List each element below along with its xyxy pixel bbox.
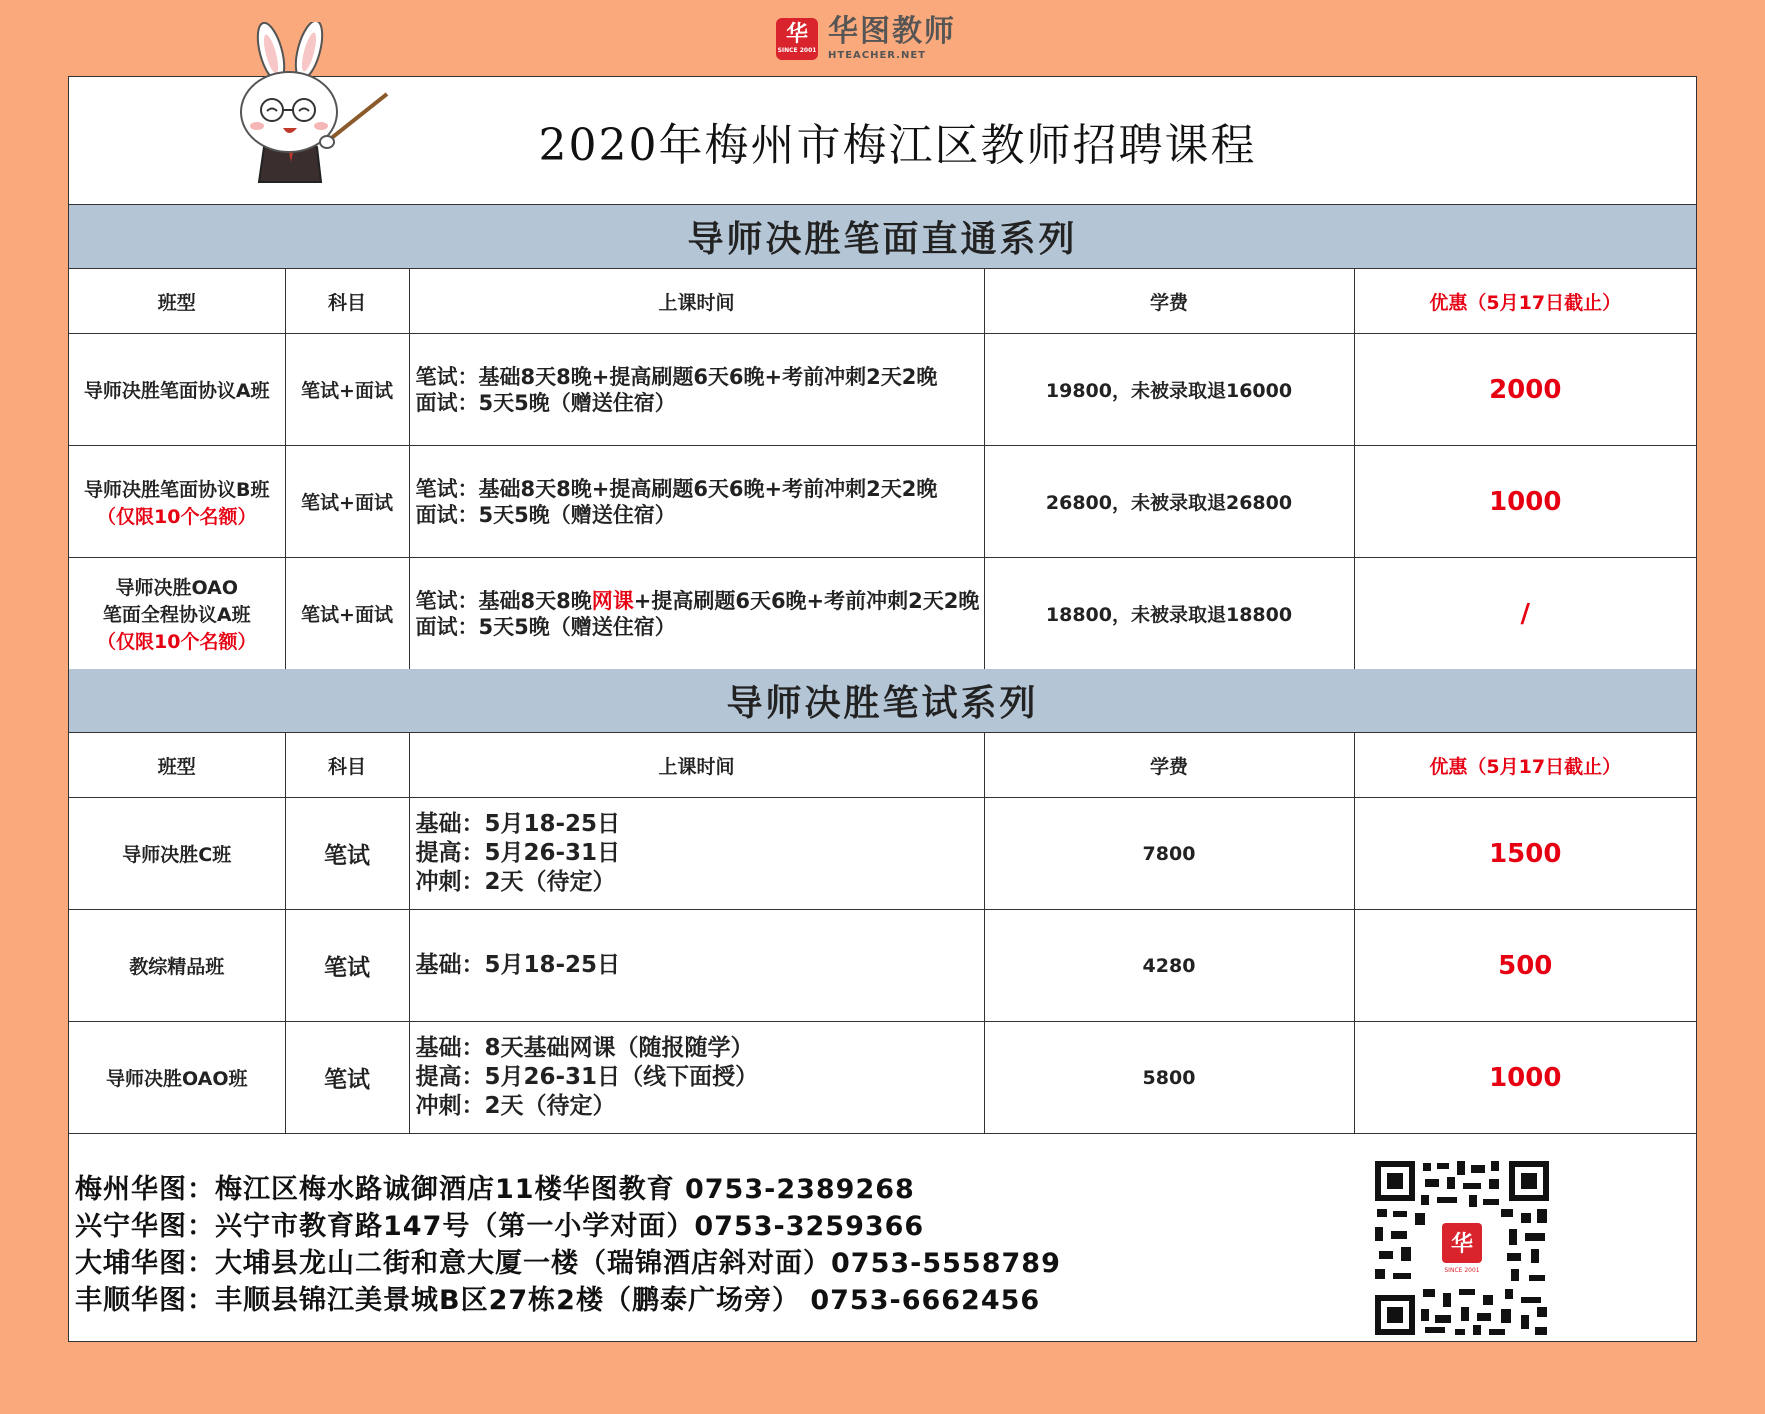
schedule-line: 基础：5月18-25日 [415, 952, 621, 978]
schedule-line: 面试：5天5晚（赠送住宿） [415, 614, 676, 639]
table-section-2 [69, 733, 1696, 1134]
cell-fee: 5800 [984, 1022, 1354, 1134]
header-fee: 学费 [984, 733, 1354, 798]
schedule-line: 笔试：基础8天8晚+提高刷题6天6晚+考前冲刺2天2晚 [415, 476, 938, 501]
logo-since: SINCE 2001 [777, 47, 817, 54]
contact-line: 丰顺华图：丰顺县锦江美景城B区27栋2楼（鹏泰广场旁） 0753-6662456 [75, 1285, 1041, 1316]
brand-logo [776, 14, 956, 64]
svg-text:华: 华 [1450, 1232, 1474, 1257]
schedule-line [416, 588, 984, 614]
contact-line: 大埔华图：大埔县龙山二街和意大厦一楼（瑞锦酒店斜对面）0753-5558789 [75, 1248, 1061, 1279]
cell-fee: 7800 [984, 798, 1354, 910]
type-note: （仅限10个名额） [97, 631, 257, 653]
cell-fee: 18800，未被录取退18800 [984, 558, 1354, 670]
course-panel [68, 76, 1697, 1342]
cell-fee: 26800，未被录取退26800 [984, 446, 1354, 558]
cell-discount: 2000 [1354, 334, 1696, 446]
table-row [69, 910, 1696, 1022]
cell-discount: 1500 [1354, 798, 1696, 910]
qr-code-icon[interactable] [1371, 1157, 1553, 1339]
type-label: 导师决胜笔面协议B班 [84, 478, 270, 501]
contact-line: 梅州华图：梅江区梅水路诚御酒店11楼华图教育 0753-2389268 [75, 1174, 915, 1205]
logo-name: 华图教师 [828, 14, 956, 49]
header-subject: 科目 [285, 269, 409, 334]
logo-icon [776, 18, 818, 60]
table-row [69, 446, 1696, 558]
cell-subject: 笔试+面试 [285, 558, 409, 670]
cell-discount: 500 [1354, 910, 1696, 1022]
cell-schedule [409, 910, 984, 1022]
header-type: 班型 [69, 269, 285, 334]
schedule-line: 冲刺：2天（待定） [415, 869, 616, 895]
cell-type: 导师决胜C班 [69, 798, 285, 910]
cell-schedule [409, 446, 984, 558]
cell-subject: 笔试 [285, 798, 409, 910]
type-label: 导师决胜OAO [115, 577, 238, 599]
type-label: 导师决胜笔面协议A班 [83, 380, 270, 402]
table-header-row [69, 269, 1696, 334]
cell-type: 导师决胜OAO班 [69, 1022, 285, 1134]
table-row [69, 798, 1696, 910]
cell-fee: 4280 [984, 910, 1354, 1022]
table-row [69, 558, 1696, 670]
schedule-part: +提高刷题6天6晚+考前冲刺2天2晚 [633, 588, 980, 613]
cell-discount: 1000 [1354, 446, 1696, 558]
schedule-line: 基础：8天基础网课（随报随学） [415, 1035, 754, 1061]
qr-since-label: SINCE 2001 [1444, 1267, 1480, 1274]
schedule-line: 提高：5月26-31日 [415, 840, 621, 866]
header-fee: 学费 [984, 269, 1354, 334]
schedule-line: 面试：5天5晚（赠送住宿） [415, 502, 676, 527]
schedule-line: 冲刺：2天（待定） [415, 1093, 616, 1119]
table-header-row [69, 733, 1696, 798]
cell-type [69, 334, 285, 446]
header-subject: 科目 [285, 733, 409, 798]
cell-schedule [409, 334, 984, 446]
table-section-1 [69, 269, 1696, 670]
table-row [69, 334, 1696, 446]
contact-list [75, 1171, 1061, 1319]
schedule-line: 基础：5月18-25日 [415, 811, 621, 837]
cell-subject: 笔试+面试 [285, 334, 409, 446]
cell-schedule [409, 558, 984, 670]
contact-line: 兴宁华图：兴宁市教育路147号（第一小学对面）0753-3259366 [75, 1211, 925, 1242]
cell-type: 教综精品班 [69, 910, 285, 1022]
header-discount: 优惠（5月17日截止） [1354, 269, 1696, 334]
cell-discount: / [1354, 558, 1696, 670]
cell-discount: 1000 [1354, 1022, 1696, 1134]
cell-type [69, 558, 285, 670]
table-row [69, 1022, 1696, 1134]
cell-schedule [409, 1022, 984, 1134]
schedule-line: 面试：5天5晚（赠送住宿） [415, 390, 676, 415]
cell-subject: 笔试+面试 [285, 446, 409, 558]
header-schedule: 上课时间 [409, 269, 984, 334]
rabbit-mascot-icon [209, 22, 399, 187]
header-type: 班型 [69, 733, 285, 798]
cell-type [69, 446, 285, 558]
section-title-2: 导师决胜笔试系列 [69, 669, 1696, 733]
section-title-1: 导师决胜笔面直通系列 [69, 205, 1696, 269]
page-title: 2020年梅州市梅江区教师招聘课程 [538, 119, 1257, 171]
schedule-part: 笔试：基础8天8晚 [415, 588, 592, 613]
header-discount: 优惠（5月17日截止） [1354, 733, 1696, 798]
cell-subject: 笔试 [285, 910, 409, 1022]
schedule-line: 提高：5月26-31日（线下面授） [415, 1064, 759, 1090]
type-note: （仅限10个名额） [97, 505, 257, 528]
cell-subject: 笔试 [285, 1022, 409, 1134]
cell-fee: 19800，未被录取退16000 [984, 334, 1354, 446]
logo-url: HTEACHER.NET [828, 50, 927, 61]
cell-schedule [409, 798, 984, 910]
schedule-line: 笔试：基础8天8晚+提高刷题6天6晚+考前冲刺2天2晚 [415, 364, 938, 389]
online-course-highlight: 网课 [591, 588, 634, 613]
header-schedule: 上课时间 [409, 733, 984, 798]
logo-mark-glyph: 华 [785, 22, 808, 47]
type-label: 笔面全程协议A班 [102, 604, 251, 626]
